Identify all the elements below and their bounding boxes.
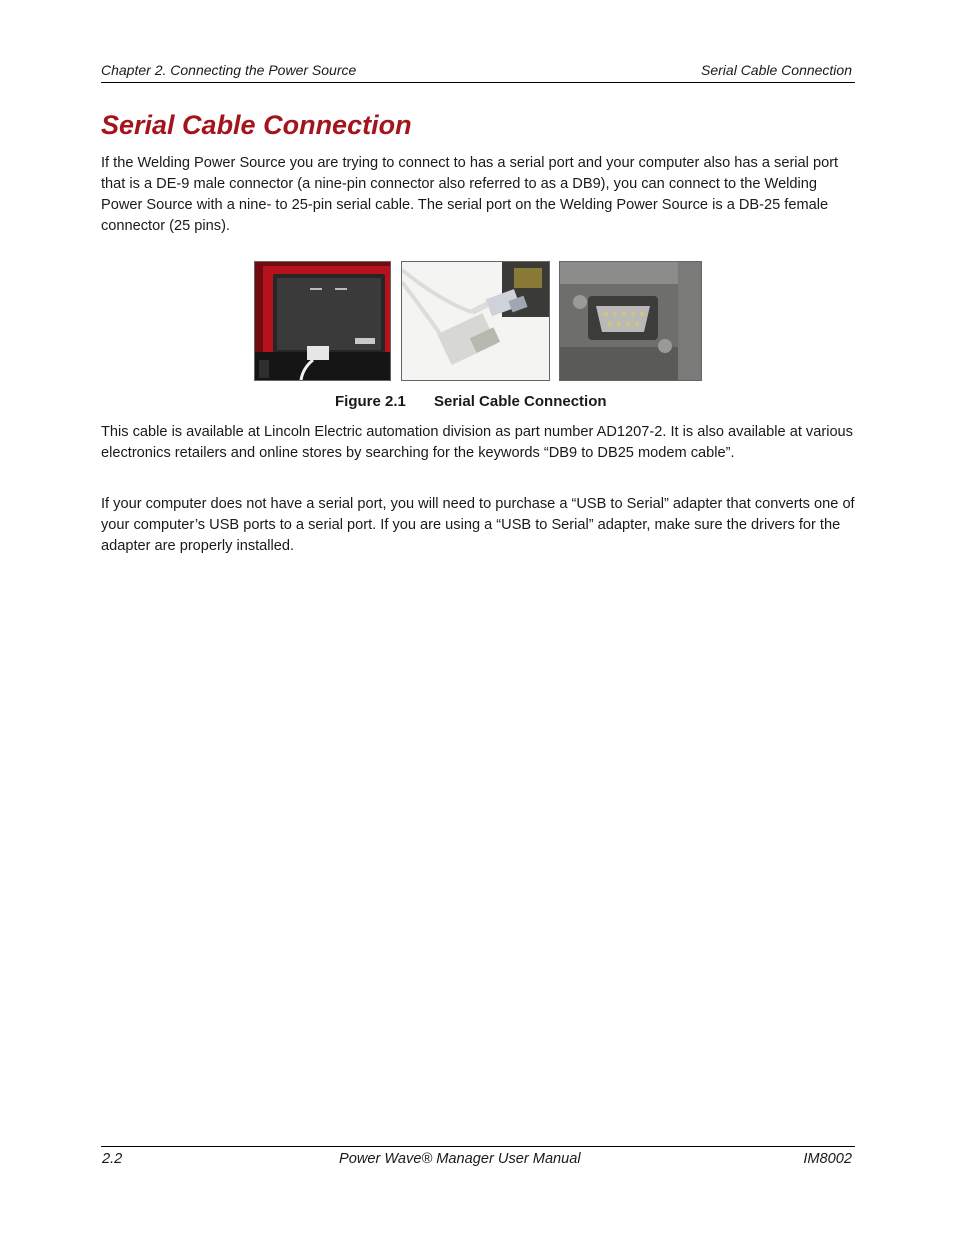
db9-port-photo	[559, 261, 702, 381]
header-chapter: Chapter 2. Connecting the Power Source	[101, 62, 357, 78]
availability-paragraph: This cable is available at Lincoln Electric automation division as part number AD1207-2. It is also available at various electronics retailers and online stores by searching for the keywords “DB9 to DB25 modem cable”.	[101, 424, 853, 461]
figure-number: Figure 2.1	[335, 393, 406, 410]
intro-paragraph: If the Welding Power Source you are trying to connect to has a serial port and your computer also has a serial port that is a DE-9 male connector (a nine-pin connector also referred to as a DB9), you can connect to the Welding Power Source with a nine- to 25-pin serial cable. The serial port on the Welding Power Source is a DB-25 female connector (25 pins).	[101, 155, 839, 234]
page-footer	[101, 1146, 855, 1171]
header-section: Serial Cable Connection	[701, 62, 852, 78]
figure-title: Serial Cable Connection	[434, 393, 607, 410]
page-number: 2.2	[102, 1151, 123, 1167]
page-title: Serial Cable Connection	[101, 110, 412, 140]
page-header	[101, 60, 855, 83]
figure-caption	[335, 393, 607, 410]
document-id: IM8002	[803, 1151, 852, 1167]
serial-cable-photo	[401, 261, 550, 381]
usb-adapter-paragraph: If your computer does not have a serial port, you will need to purchase a “USB to Serial” adapter that converts one of your computer’s USB ports to a serial port. If you are using a “USB to Serial” adapter, make sure the drivers for the adapter are properly installed.	[101, 496, 855, 554]
welding-power-source-photo	[254, 261, 391, 381]
manual-title: Power Wave® Manager User Manual	[339, 1151, 581, 1167]
